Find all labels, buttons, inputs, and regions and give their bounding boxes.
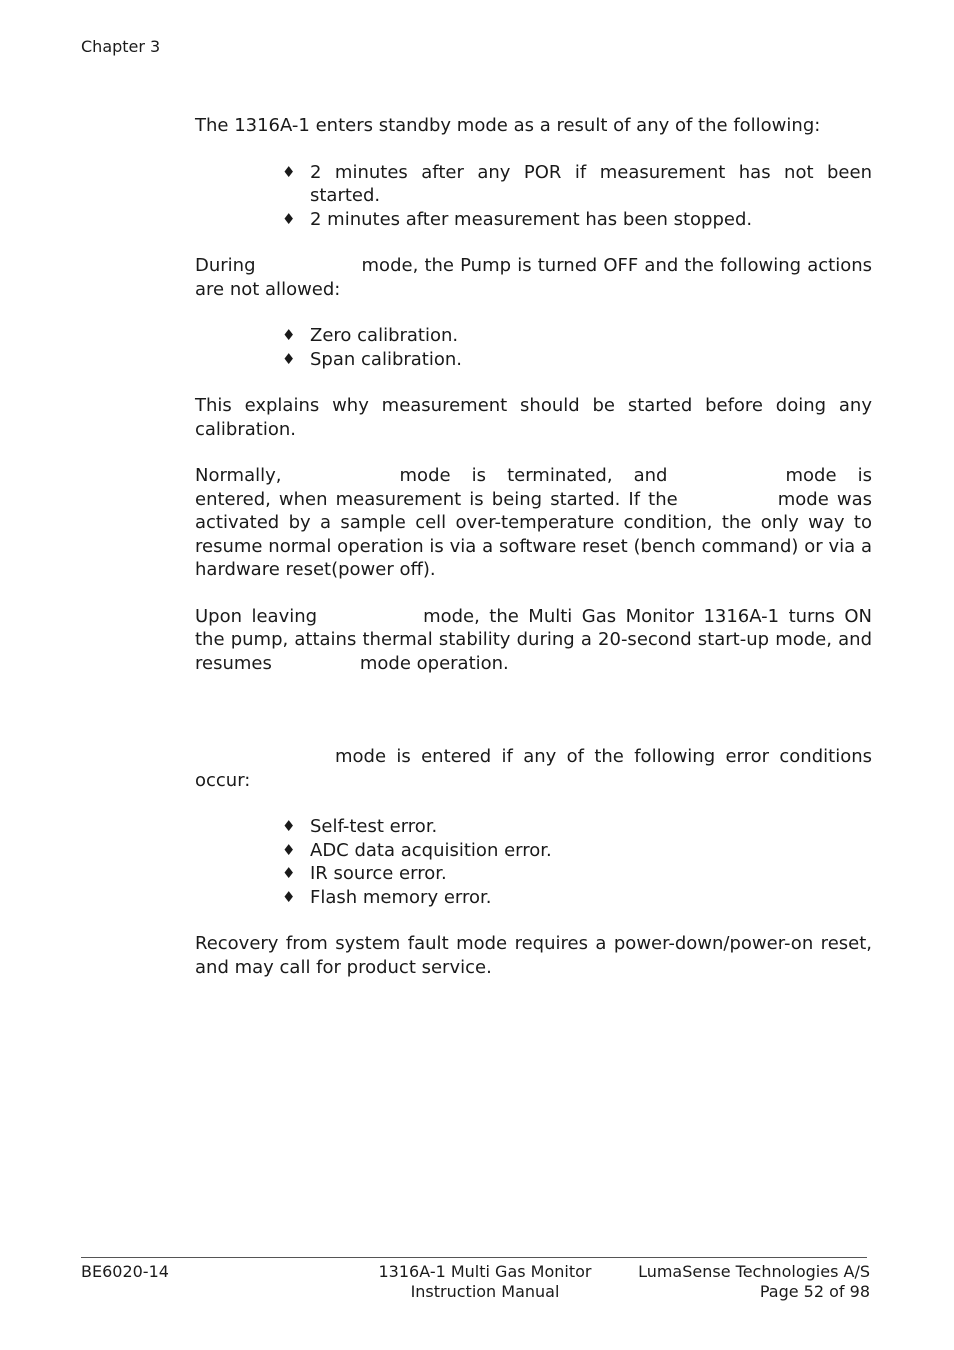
fault-error-list xyxy=(195,815,872,909)
list-item: ♦ Flash memory error. xyxy=(282,886,492,908)
page-body xyxy=(195,114,872,1002)
standby-intro: The 1316A-1 enters standby mode as a result of any of the following: xyxy=(195,115,821,136)
list-item: ♦ Zero calibration. xyxy=(282,325,459,346)
diamond-bullet-icon: ♦ xyxy=(282,349,296,368)
diamond-bullet-icon: ♦ xyxy=(282,326,296,344)
footer-doc-id: BE6020-14 xyxy=(81,1262,169,1281)
recovery-paragraph: Recovery from system fault mode requires a power-down/power-on reset, and may call for product service. xyxy=(195,933,872,978)
diamond-bullet-icon: ♦ xyxy=(282,840,296,859)
footer-title: 1316A-1 Multi Gas Monitor Instruction Manual xyxy=(378,1262,592,1301)
page-number: Page 52 of 98 xyxy=(759,1282,870,1301)
during-paragraph: During mode, the Pump is turned OFF and the following actions are not allowed: xyxy=(195,255,872,300)
list-item: ♦ IR source error. xyxy=(282,863,447,884)
list-item: ♦ 2 minutes after measurement has been stopped. xyxy=(282,208,753,230)
footer-divider xyxy=(81,1257,867,1258)
standby-trigger-list xyxy=(195,161,872,232)
leaving-paragraph: Upon leaving mode, the Multi Gas Monitor 1316A-1 turns ON the pump, attains thermal stability during a 20-second start-up mode, and resumes mode operation. xyxy=(195,605,872,674)
chapter-label: Chapter 3 xyxy=(81,37,161,56)
diamond-bullet-icon: ♦ xyxy=(282,887,296,906)
list-item: ♦ ADC data acquisition error. xyxy=(282,839,552,861)
diamond-bullet-icon: ♦ xyxy=(282,864,296,882)
list-item: ♦ Self-test error. xyxy=(282,816,438,837)
explain-paragraph: This explains why measurement should be started before doing any calibration. xyxy=(195,395,872,440)
list-item: ♦ Span calibration. xyxy=(282,348,462,370)
fault-intro: mode is entered if any of the following error conditions occur: xyxy=(195,746,872,791)
footer-company-page: LumaSense Technologies A/S Page 52 of 98 xyxy=(638,1262,870,1301)
diamond-bullet-icon: ♦ xyxy=(282,162,296,181)
diamond-bullet-icon: ♦ xyxy=(282,817,296,835)
list-item: ♦ 2 minutes after any POR if measurement has not been started. xyxy=(282,161,872,206)
not-allowed-list xyxy=(195,324,872,371)
diamond-bullet-icon: ♦ xyxy=(282,209,296,228)
normally-paragraph: Normally, mode is terminated, and mode is entered, when measurement is being started. If the mode was activated by a sample cell over-temperature condition, the only way to resume normal operation is via a software reset (bench command) or via a hardware reset(power off). xyxy=(195,465,872,580)
